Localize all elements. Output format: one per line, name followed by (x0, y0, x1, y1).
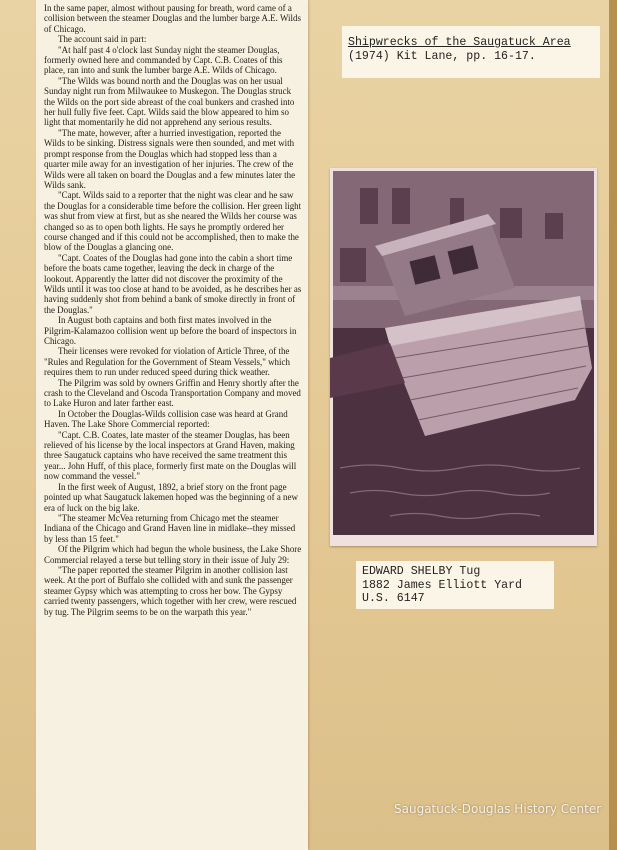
article-paragraph: The Pilgrim was sold by owners Griffin and Henry shortly after the crash to the Cleveland and Oscoda Transportation Company and moved to Lake Huron and later farther east. (44, 377, 301, 409)
article-paragraph: "The mate, however, after a hurried investigation, reported the Wilds to be sinking. Distress signals were then sounded, and met with prompt response from the Douglas which had stopped less than a quarter mile away for an investigation of her injuries. The crew of the Wilds were all taken on board the Douglas and a few minutes later the Wilds sank. (44, 127, 296, 190)
article-paragraph: Their licenses were revoked for violation of Article Three, of the "Rules and Regulation for the Government of Steam Vessels," which requires them to run under reduced speed during thick weather. (44, 346, 290, 378)
caption-vessel-name: EDWARD SHELBY Tug (362, 565, 481, 578)
page-binding-edge (609, 0, 617, 850)
article-paragraph: "The paper reported the steamer Pilgrim in another collision last week. At the port of Buffalo she collided with and sunk the passenger steamer Gypsy which was attempting to cross her bow. The Gypsy carried twenty passengers, which together with her crew, were rescued by tug. The Pilgrim seems to be on the warpath this year." (44, 564, 297, 617)
article-paragraph: In October the Douglas-Wilds collision case was heard at Grand Haven. The Lake Shore Commercial reported: (44, 408, 288, 430)
article-paragraph: Of the Pilgrim which had begun the whole business, the Lake Shore Commercial relayed a terse but telling story in their issue of July 29: (44, 544, 302, 565)
article-paragraph: "Capt. Coates of the Douglas had gone into the cabin a short time before the boats came together, leaving the deck in charge of the lookout. Apparently the latter did not discover the proximity of the Wilds until it was too close at hand to be avoided, as he describes her as having suddenly shot from behind a bank of smoke directly in front of the Douglas." (44, 252, 302, 315)
caption-registry: U.S. 6147 (362, 592, 425, 605)
watermark: Saugatuck-Douglas History Center (394, 802, 602, 816)
source-details: (1974) Kit Lane, pp. 16-17. (348, 50, 536, 63)
photo-caption-label (356, 561, 554, 609)
tug-photograph (330, 168, 597, 546)
newspaper-clipping (36, 0, 308, 850)
article-paragraph: "Capt. Wilds said to a reporter that the night was clear and he saw the Douglas for a considerable time before the collision. Her green light was shut from view at first, but as she neared the Wilds her course was changed so as to open both lights. He says he promptly ordered her course changed and if this could not be accomplished, then to make the blow of the Douglas a glancing one. (44, 190, 302, 253)
caption-builder: 1882 James Elliott Yard (362, 578, 523, 592)
article-paragraph: "The steamer McVea returning from Chicago met the steamer Indiana of the Chicago and Grand Haven line in midlake--they missed by less than 15 feet." (44, 512, 296, 544)
article-paragraph: "At half past 4 o'clock last Sunday night the steamer Douglas, formerly owned here and commanded by Capt. C.B. Coates of this place, ran into and sunk the lumber barge A.E. Wilds of Chicago. (44, 44, 283, 76)
article-paragraph: "The Wilds was bound north and the Douglas was on her usual Sunday night run from Milwaukee to Muskegon. The Douglas struck the Wilds on the port side abreast of the coal bunkers and crashed into her hull fully five feet. Capt. Wilds said the blow appeared to him so light that momentarily he did not apprehend any serious results. (44, 75, 295, 128)
article-paragraph: The account said in part: (58, 34, 147, 45)
article-paragraph: In the first week of August, 1892, a brief story on the front page pointed up what Saugatuck lakemen hoped was the beginning of a new era of luck on the big lake. (44, 481, 298, 513)
photo-image (330, 168, 597, 546)
source-citation-label (342, 26, 600, 78)
source-title: Shipwrecks of the Saugatuck Area (348, 36, 571, 49)
article-paragraph: "Capt. C.B. Coates, late master of the steamer Douglas, has been relieved of his license by the local inspectors at Grand Haven, making three Saugatuck captains who have received the same treatment this year... John Huff, of this place, formerly first mate on the Douglas will now command the vessel." (44, 429, 297, 482)
article-paragraph: In the same paper, almost without pausing for breath, word came of a collision between the steamer Douglas and the lumber barge A.E. Wilds of Chicago. (44, 3, 301, 34)
article-paragraph: In August both captains and both first mates involved in the Pilgrim-Kalamazoo collision went up before the board of inspectors in Chicago. (44, 315, 297, 346)
sepia-tint (333, 171, 594, 535)
